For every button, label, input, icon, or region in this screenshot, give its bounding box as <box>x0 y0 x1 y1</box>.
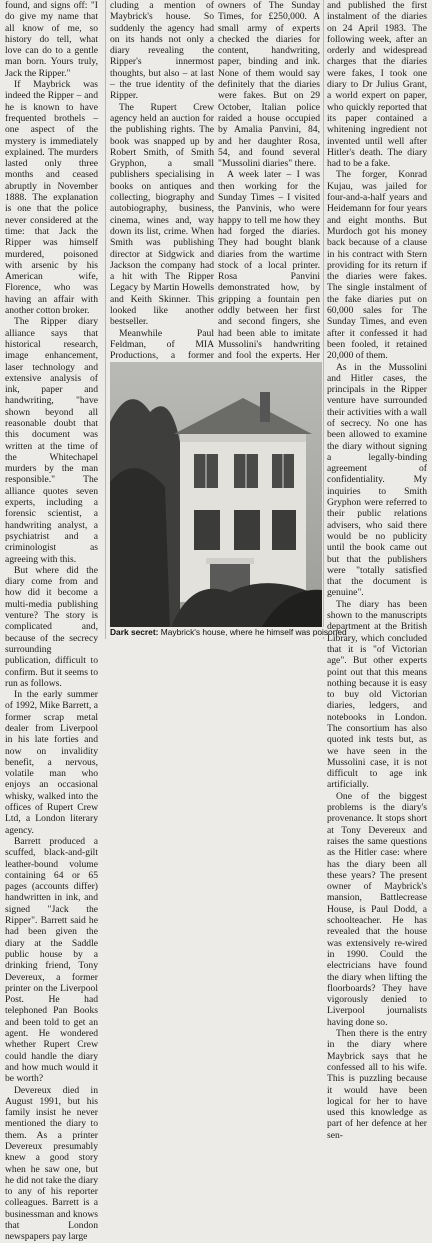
paragraph: owners of The Sunday Times, for £250,000. A small army of experts checked the diaries for content, handwriting, paper, binding and ink. None of them would say definitely that the diaries were fakes. But on 29 October, Italian police raided a house occupied by Amalia Panvini, 84, and her daughter Rosa, 54, and found several "Mussolini diaries" there. <box>218 0 320 170</box>
paragraph: Devereux died in August 1991, but his family insist he never mentioned the diary to them. As a printer Devereux presumably knew a good story when he saw one, but he did not take the diary to any of his reporter colleagues. Barrett is a businessman and knows that London newspapers pay large <box>5 1084 98 1243</box>
paragraph: If Maybrick was indeed the Ripper – and he is known to have frequented brothels – one aspect of the mystery is immediately explained. The murders lasted only three months and ceased abruptly in November 1888. The explanation is one that the police never considered at the time: that Jack the Ripper was himself murdered, poisoned with arsenic by his American wife, Florence, who was having an affair with another cotton broker. <box>5 79 98 317</box>
paragraph: The Ripper diary alliance says that historical research, image enhancement, laser technology and extensive analysis of ink, paper and handwriting, "have shown beyond all reasonable doubt that this document was written at the time of the Whitechapel murders by the man responsible." The alliance quotes seven experts, including a forensic scientist, a handwriting analyst, a psychiatrist and a criminologist as agreeing with this. <box>5 316 98 565</box>
paragraph: Barrett produced a scuffed, black-and-gilt leather-bound volume containing 64 or 65 pages (accounts differ) handwritten in ink, and signed "Jack the Ripper". Barrett said he had been given the diary at the Saddle public house by a drinking friend, Tony Devereux, a former printer on the Liverpool Post. He had telephoned Pan Books and been told to get an agent. He wondered whether Rupert Crew could handle the diary and how much would it be worth? <box>5 835 98 1085</box>
paragraph: found, and signs off: "I do give my name that all know of me, so history do tell, what love can do to a gentle man born. Yours truly, Jack the Ripper." <box>5 0 98 79</box>
caption-text: Maybrick's house, where he himself was poisoned <box>158 627 347 637</box>
paragraph: and published the first instalment of the diaries on 24 April 1983. The following week, after an orderly and widespread charges that the diaries were fakes, I took one diary to Dr Julius Grant, a world expert on paper, who quickly reported that its paper contained a whitening ingredient not invented until well after Hitler's death. The diary had to be a fake. <box>327 0 427 170</box>
article-column-2 <box>110 0 214 362</box>
article-column-1 <box>5 0 98 1243</box>
paragraph: The diary has been shown to the manuscripts department at the British Library, which concluded that it is "of Victorian age". But other experts point out that this means nothing because it is easy to buy old Victorian diaries, ledgers, and notebooks in London. The consortium has also quoted ink tests but, as we have seen in the Mussolini case, it is not difficult to age ink artificially. <box>327 598 427 791</box>
paragraph: Meanwhile Paul Feldman, of MIA Productions, a former <box>110 327 214 362</box>
photo-caption <box>110 627 347 637</box>
paragraph: As in the Mussolini and Hitler cases, the principals in the Ripper venture have surrounded their activities with a wall of secrecy. No one has been allowed to examine the diary without signing a legally-binding agreement of confidentiality. My inquiries to Smith Gryphon were referred to their public relations advisers, who said there would be no publicity until the book came out but that the publishers were "totally satisfied that the document is genuine". <box>327 361 427 599</box>
column-divider <box>323 0 324 639</box>
paragraph: One of the biggest problems is the diary's provenance. It stops short at Tony Devereux and raises the same questions as the Hitler case: where has the diary been all these years? The present owner of Maybrick's mansion, Battlecrease House, is Paul Dodd, a schoolteacher. He has revealed that the house was extensively re-wired in 1990. Could the electricians have found the diary when lifting the floorboards? They have vigorously denied to Liverpool journalists having done so. <box>327 790 427 1028</box>
caption-lead: Dark secret: <box>110 627 159 637</box>
article-column-4 <box>327 0 427 1141</box>
paragraph: A week later – I was then working for the Sunday Times – I visited the Panvinis, who were happy to tell me how they had forged the diaries. They had bought blank diaries from the wartime stock of a local printer. Rosa Panvini demonstrated how, by gripping a fountain pen oddly between her first and second fingers, she had been able to imitate Mussolini's handwriting and fool the experts. Her <box>218 169 320 362</box>
paragraph: cluding a mention of Maybrick's house. So suddenly the agency had on its hands not only a diary revealing the Ripper's innermost thoughts, but also – at last – the true identity of the Ripper. <box>110 0 214 102</box>
paragraph: Then there is the entry in the diary where Maybrick says that he confessed all to his wife. This is puzzling because it would have been logical for her to have used this knowledge as part of her defence at her sen- <box>327 1028 427 1141</box>
paragraph: In the early summer of 1992, Mike Barrett, a former scrap metal dealer from Liverpool in his late forties and now on invalidity benefit, a nervous, volatile man who enjoys an occasional whisky, walked into the offices of Rupert Crew Ltd, a London literary agency. <box>5 689 98 836</box>
paragraph: The forger, Konrad Kujau, was jailed for four-and-a-half years and Heidemann for four years and eight months. But Murdoch got his money back because of a clause in his contract with Stern providing for its return if the diaries were fakes. The single instalment of the fake diaries put on 60,000 sales for The Sunday Times, and even after it confessed it had been fooled, it retained 20,000 of them. <box>327 169 427 362</box>
house-photo <box>110 362 322 630</box>
paragraph: But where did the diary come from and how did it become a multi-media publishing venture? The story is complicated and, because of the secrecy surrounding publication, difficult to confirm. But it seems to run as follows. <box>5 564 98 689</box>
article-column-3 <box>218 0 320 362</box>
column-divider <box>105 0 106 639</box>
house-photo-illustration <box>110 362 322 630</box>
paragraph: The Rupert Crew agency held an auction for the publishing rights. The book was snapped up by Robert Smith, of Smith Gryphon, a small publishers specialising in books on antiques and collecting, biography and autobiography, business, cinema, wines and, way down its list, crime. When Smith was publishing director at Sidgwick and Jackson the company had a hit with The Ripper Legacy by Martin Howells and Keith Skinner. This looked like another bestseller. <box>110 101 214 328</box>
